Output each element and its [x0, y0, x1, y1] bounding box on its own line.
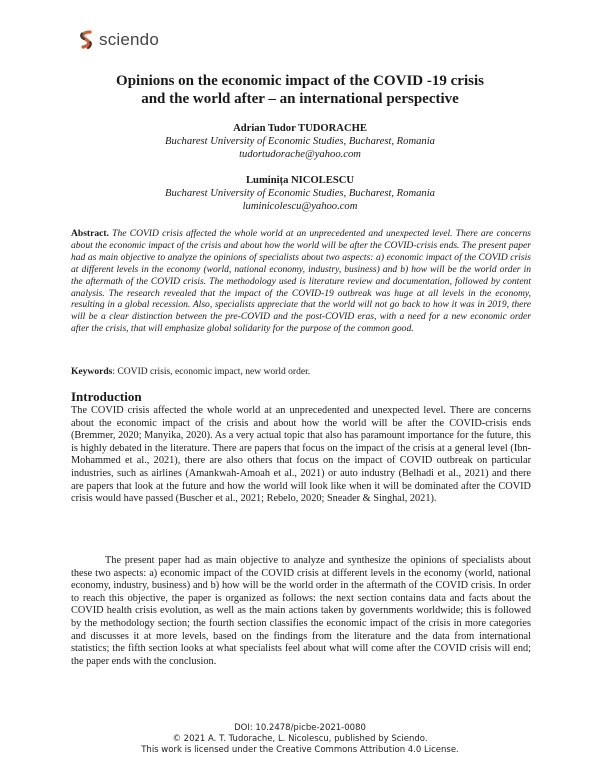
author-affiliation: Bucharest University of Economic Studies, Bucharest, Romania — [165, 136, 435, 147]
abstract-text: The COVID crisis affected the whole world at an unprecedented and unexpected level. There are concerns about the economic impact of the crisis and about how the world will be after the COVID-crisis ends. The present paper had as main objective to analyze the opinions of specialists about two aspects: a) economic impact of the COVID crisis at different levels in the economy (world, national economy, industry, business) and b) how will be the world order in the aftermath of the COVID crisis. The methodology used is literature review and documentation, followed by content analysis. The research revealed that the impact of the COVID-19 outbreak was huge at all levels in the economy, resulting in a global recession. Also, specialists appreciate that the world will not go back to how it was in 2019, there will be a clear distinction between the pre-COVID and the post-COVID eras, with a need for a new economic order after the crisis, that will emphasize global solidarity for the purpose of the common good. — [71, 228, 531, 335]
section-heading-introduction: Introduction — [71, 389, 142, 404]
abstract-label: Abstract. — [71, 228, 109, 239]
author-email[interactable]: tudortudorache@yahoo.com — [239, 149, 361, 160]
abstract — [71, 228, 531, 335]
publisher-name: sciendo — [99, 30, 159, 49]
intro-paragraph-2: The present paper had as main objective to analyze and synthesize the opinions of specialists about these two aspects: a) economic impact of the COVID crisis at different levels in the economy (world, national economy, industry, business) and b) how will be the world order in the aftermath of the COVID crisis. In order to reach this objective, the paper is organized as follows: the next section contains data and facts about the COVID health crisis evolution, as well as the main actions taken by governments worldwide; this is followed by the methodology section; the fourth section classifies the economic impact of the crisis in more categories and discusses it at more levels, based on the findings from the literature and the data from international statistics; the fifth section looks at what specialists feel about what will come after the COVID crisis will end; the paper ends with the conclusion. — [71, 555, 531, 667]
keywords — [71, 366, 531, 378]
sciendo-logo-icon — [78, 30, 94, 50]
intro-paragraph-1: The COVID crisis affected the whole world at an unprecedented and unexpected level. There are concerns about the economic impact of the crisis and about how the world will be after the COVID-crisis ends (Bremmer, 2020; Manyika, 2020). As a very actual topic that also has paramount importance for the future, this is highly debated in the literature. There are papers that focus on the impact of the crisis at a general level (Ibn-Mohammed et al., 2021), there are also others that focus on the impact of COVID outbreak on particular industries, such as airlines (Amankwah-Amoah et al., 2021) or auto industry (Belhadi et al., 2021) and there are papers that look at the future and how the world will look like when it will be dominated after the COVID crisis would have passed (Buscher et al., 2021; Rebelo, 2020; Sneader & Singhal, 2021). — [71, 405, 531, 505]
page-footer — [60, 723, 540, 755]
license-line: This work is licensed under the Creative Commons Attribution 4.0 License. — [141, 744, 459, 755]
keywords-label: Keywords — [71, 366, 113, 377]
keywords-text: : COVID crisis, economic impact, new world order. — [112, 366, 311, 377]
copyright-line: © 2021 A. T. Tudorache, L. Nicolescu, published by Sciendo. — [172, 733, 428, 744]
paper-title — [60, 72, 540, 108]
doi-line[interactable]: DOI: 10.2478/picbe-2021-0080 — [234, 723, 366, 733]
author-block-2 — [60, 174, 540, 213]
author-affiliation: Bucharest University of Economic Studies, Bucharest, Romania — [165, 188, 435, 199]
author-block-1 — [60, 122, 540, 161]
publisher-logo — [78, 30, 159, 50]
author-name: Adrian Tudor TUDORACHE — [233, 123, 367, 134]
author-email[interactable]: luminicolescu@yahoo.com — [242, 201, 358, 212]
title-line-1: Opinions on the economic impact of the COVID -19 crisis — [116, 73, 484, 89]
author-name: Luminița NICOLESCU — [245, 175, 355, 186]
title-line-2: and the world after – an international perspective — [141, 91, 459, 107]
